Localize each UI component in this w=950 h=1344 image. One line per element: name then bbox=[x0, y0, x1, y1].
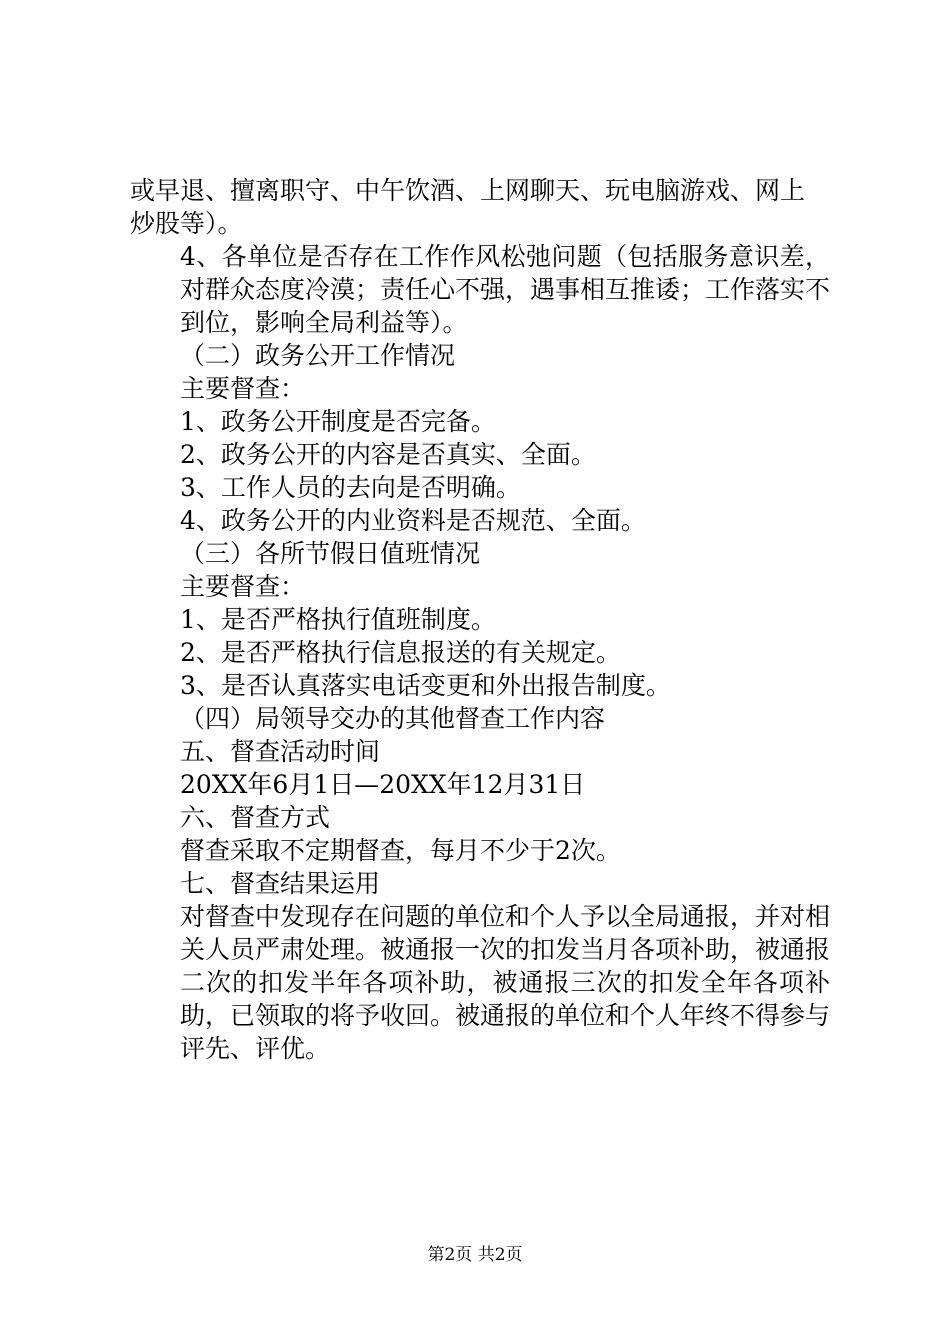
list-item: 1、政务公开制度是否完备。 bbox=[180, 407, 496, 436]
paragraph-results: 对督查中发现存在问题的单位和个人予以全局通报，并对相关人员严肃处理。被通报一次的扣发当月各项补助，被通报二次的扣发半年各项补助，被通报三次的扣发全年各项补助，已领取的将予收回。被通报的单位和个人年终不得参与评先、评优。 bbox=[180, 902, 831, 1063]
list-item: 2、政务公开的内容是否真实、全面。 bbox=[180, 440, 596, 469]
inspection-method: 督查采取不定期督查，每月不少于2次。 bbox=[180, 836, 621, 865]
section-heading-5: 五、督查活动时间 bbox=[180, 737, 381, 766]
section-heading-2: （二）政务公开工作情况 bbox=[180, 341, 456, 370]
subheading-main-check: 主要督查： bbox=[180, 572, 306, 601]
list-item: 3、工作人员的去向是否明确。 bbox=[180, 473, 521, 502]
activity-period: 20XX年6月1日—20XX年12月31日 bbox=[180, 770, 586, 799]
subheading-main-check: 主要督查： bbox=[180, 374, 306, 403]
section-heading-3: （三）各所节假日值班情况 bbox=[180, 539, 481, 568]
text-line: 或早退、擅离职守、中午饮酒、上网聊天、玩电脑游戏、网上 bbox=[130, 176, 806, 205]
list-item: 4、政务公开的内业资料是否规范、全面。 bbox=[180, 506, 646, 535]
section-heading-6: 六、督查方式 bbox=[180, 803, 331, 832]
list-item: 2、是否严格执行信息报送的有关规定。 bbox=[180, 638, 621, 667]
section-heading-7: 七、督查结果运用 bbox=[180, 869, 381, 898]
text-line: 炒股等）。 bbox=[130, 209, 243, 238]
paragraph-item-4: 4、各单位是否存在工作作风松弛问题（包括服务意识差，对群众态度冷漠；责任心不强，遇事相互推诿；工作落实不到位，影响全局利益等）。 bbox=[180, 242, 831, 337]
section-heading-4: （四）局领导交办的其他督查工作内容 bbox=[180, 704, 606, 733]
document-body bbox=[130, 174, 830, 1065]
page-number-footer: 第2页 共2页 bbox=[427, 1245, 523, 1265]
list-item: 1、是否严格执行值班制度。 bbox=[180, 605, 496, 634]
list-item: 3、是否认真落实电话变更和外出报告制度。 bbox=[180, 671, 671, 700]
